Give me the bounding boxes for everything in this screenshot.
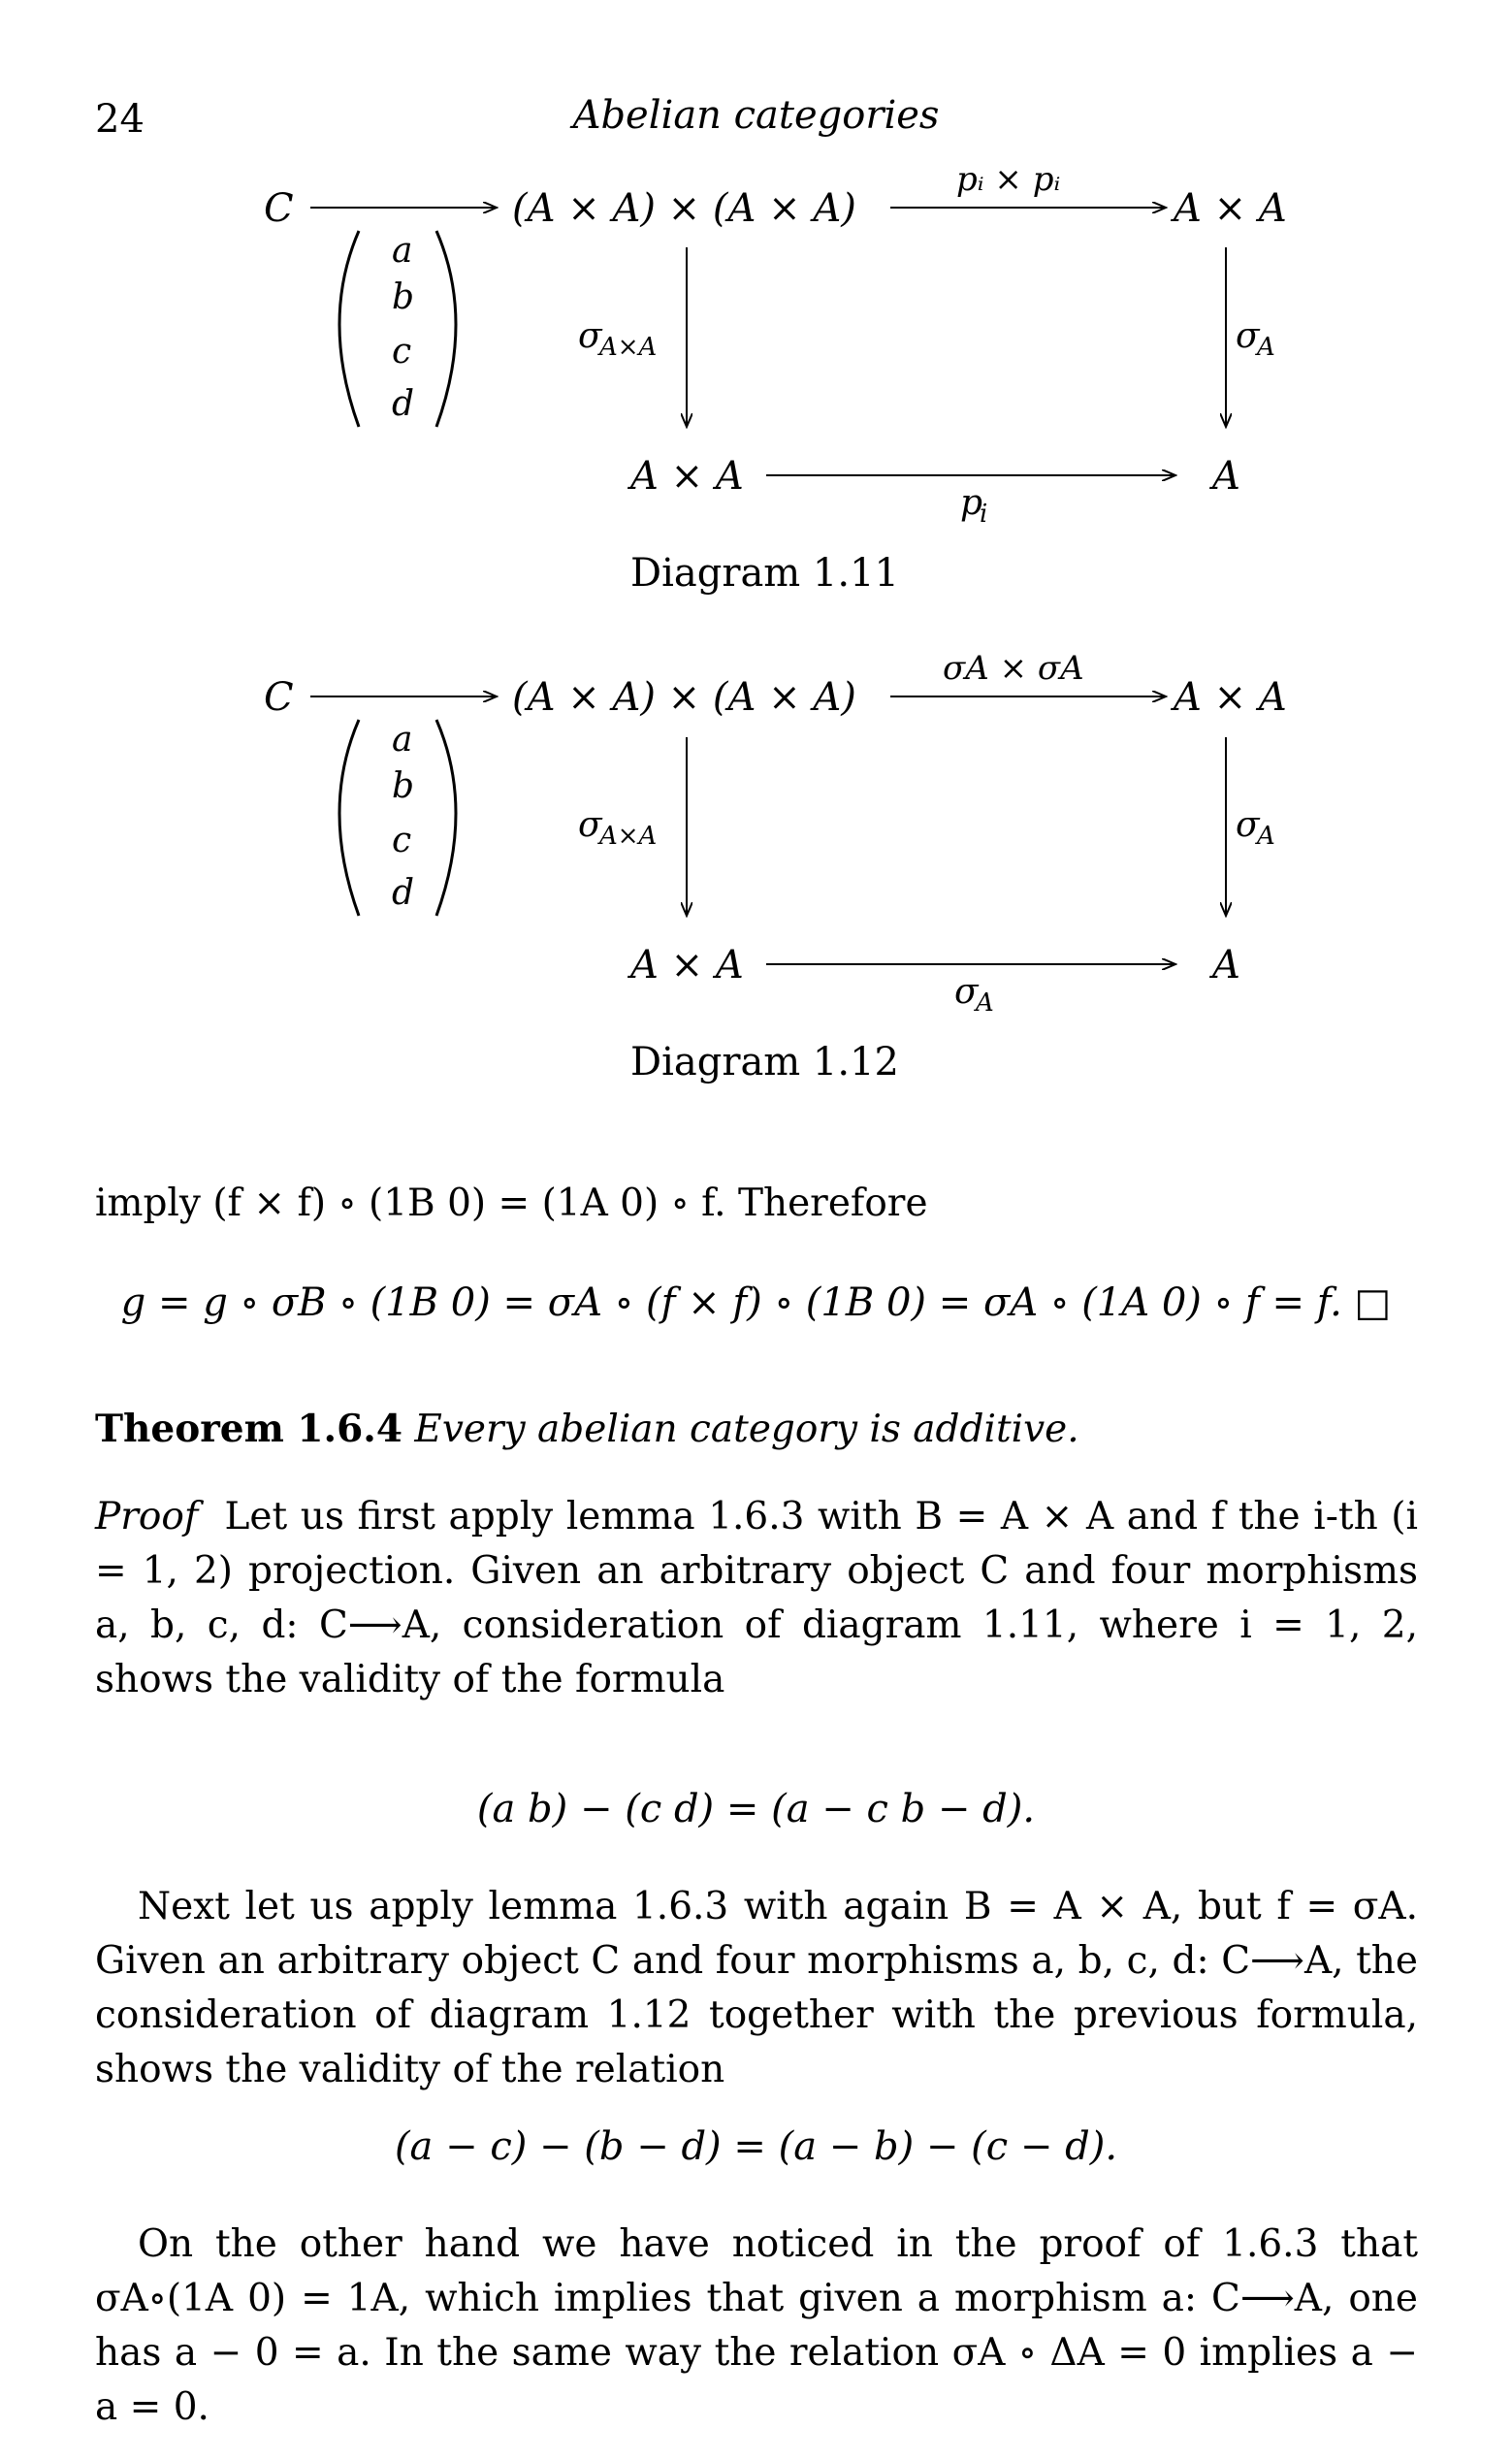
d12-vector-c: c	[392, 821, 412, 860]
d11-bottom-label: p	[960, 483, 983, 523]
d11-vector-b: b	[392, 277, 415, 317]
theorem	[95, 1407, 1079, 1451]
equation-g: g = g ∘ σB ∘ (1B 0) = σA ∘ (f × f) ∘ (1B 0) = σA ∘ (1A 0) ∘ f = f. □	[120, 1280, 1392, 1325]
d11-right-sub: A	[1257, 333, 1275, 362]
d12-vector-right-paren	[436, 720, 456, 916]
d12-right-sub: A	[1257, 822, 1275, 851]
relation: (a − c) − (b − d) = (a − b) − (c − d).	[394, 2124, 1118, 2169]
d12-vector-b: b	[392, 766, 415, 806]
d12-top-right: A × A	[1174, 675, 1287, 720]
d12-bottom-sub: A	[976, 988, 994, 1018]
d11-top-middle: (A × A) × (A × A)	[512, 186, 856, 231]
d11-left-label: σ	[578, 316, 602, 356]
paragraph-3	[95, 2218, 1418, 2435]
d11-vector-d: d	[392, 384, 415, 424]
d11-right-label: σ	[1236, 316, 1260, 356]
theorem-label: Theorem 1.6.4	[95, 1407, 402, 1451]
d11-bottom-left: A × A	[630, 454, 744, 499]
d11-vector-right-paren	[436, 231, 456, 427]
diagram-1-11	[264, 160, 1287, 529]
d11-vector-a: a	[392, 231, 413, 271]
d11-bottom-right: A	[1212, 454, 1240, 499]
d11-left-sub: A×A	[599, 333, 658, 362]
proof-paragraph	[95, 1490, 1418, 1707]
d12-vector-a: a	[392, 720, 413, 760]
running-title: Abelian categories	[572, 93, 940, 138]
page-number: 24	[95, 97, 145, 142]
d11-bottom-sub: i	[980, 500, 988, 529]
diagram-1-12	[264, 649, 1287, 1018]
d12-bottom-label: σ	[954, 972, 979, 1012]
d12-left-label: σ	[578, 805, 602, 845]
d11-top-arrow-label: pᵢ × pᵢ	[956, 160, 1061, 199]
d12-top-middle: (A × A) × (A × A)	[512, 675, 856, 720]
d11-vector-c: c	[392, 332, 412, 372]
d12-bottom-right: A	[1212, 943, 1240, 988]
d12-vector-d: d	[392, 873, 415, 913]
d12-top-arrow-label: σA × σA	[943, 649, 1084, 688]
formula-vectors: (a b) − (c d) = (a − c b − d).	[476, 1787, 1036, 1831]
d11-top-right: A × A	[1174, 186, 1287, 231]
imply-line: imply (f × f) ∘ (1B 0) = (1A 0) ∘ f. Therefore	[95, 1182, 928, 1225]
theorem-text: Every abelian category is additive.	[414, 1408, 1079, 1451]
para3-text: On the other hand we have noticed in the proof of 1.6.3 that σA∘(1A 0) = 1A, which implies that given a morphism a: C⟶A, one has a − 0 = a. In the same way the relation σA ∘ ΔA = 0 implies a − a = 0.	[95, 2222, 1418, 2429]
para2-text: Next let us apply lemma 1.6.3 with again B = A × A, but f = σA. Given an arbitrary object C and four morphisms a, b, c, d: C⟶A, the consideration of diagram 1.12 together with the previous formula, shows the validity of the relation	[95, 1885, 1418, 2091]
d12-vector-left-paren	[339, 720, 359, 916]
caption-diagram-1-12: Diagram 1.12	[630, 1040, 899, 1085]
d12-source: C	[264, 675, 294, 720]
d12-left-sub: A×A	[599, 822, 658, 851]
d11-source: C	[264, 186, 294, 231]
caption-diagram-1-11: Diagram 1.11	[630, 551, 899, 596]
paragraph-2	[95, 1880, 1418, 2097]
d12-bottom-left: A × A	[630, 943, 744, 988]
proof-label: Proof	[95, 1495, 199, 1538]
d11-vector-left-paren	[339, 231, 359, 427]
d12-right-label: σ	[1236, 805, 1260, 845]
proof-text: Let us first apply lemma 1.6.3 with B = A × A and f the i-th (i = 1, 2) projection. Given an arbitrary object C and four morphisms a, b, c, d: C⟶A, consideration of diagram 1.11, where i = 1, 2, shows the validity of the formula	[95, 1495, 1418, 1701]
